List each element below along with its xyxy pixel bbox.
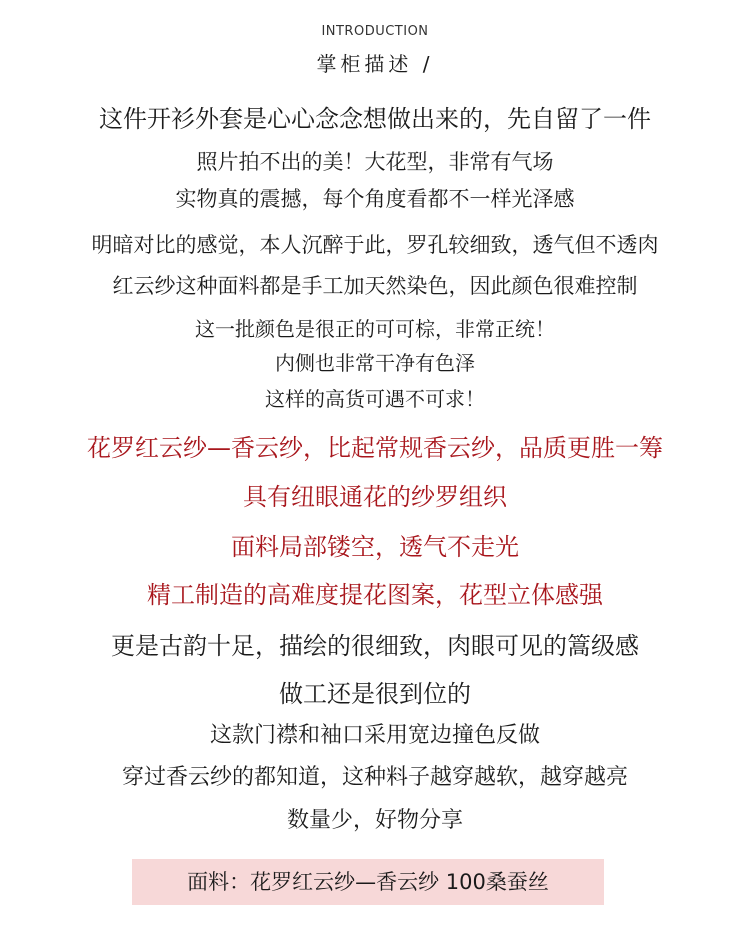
detail-line-3: 这款门襟和袖口采用宽边撞色反做 (209, 723, 540, 748)
detail-line-4: 穿过香云纱的都知道，这种料子越穿越软，越穿越亮 (121, 765, 628, 790)
detail-line-2: 做工还是很到位的 (279, 680, 471, 708)
intro-heading: INTRODUCTION (321, 24, 429, 39)
description-line-6: 这一批颜色是很正的可可棕，非常正统！ (195, 317, 555, 341)
highlight-line-3: 面料局部镂空，透气不走光 (231, 533, 519, 561)
fabric-label: 面料：花罗红云纱—香云纱 100桑蚕丝 (187, 870, 549, 894)
description-line-3: 实物真的震撼，每个角度看都不一样光泽感 (175, 187, 575, 211)
description-line-7: 内侧也非常干净有色泽 (275, 351, 475, 375)
description-line-4: 明暗对比的感觉，本人沉醉于此，罗孔较细致，透气但不透肉 (91, 233, 659, 257)
description-line-5: 红云纱这种面料都是手工加天然染色，因此颜色很难控制 (112, 274, 638, 298)
description-line-2: 照片拍不出的美！大花型，非常有气场 (196, 150, 554, 174)
highlight-line-1: 花罗红云纱—香云纱，比起常规香云纱，品质更胜一筹 (87, 434, 663, 462)
highlight-line-2: 具有纽眼通花的纱罗组织 (243, 483, 507, 511)
highlight-line-4: 精工制造的高难度提花图案，花型立体感强 (147, 581, 603, 609)
description-line-8: 这样的高货可遇不可求！ (265, 387, 485, 411)
detail-line-5: 数量少，好物分享 (286, 808, 463, 833)
description-line-1: 这件开衫外套是心心念念想做出来的，先自留了一件 (99, 105, 651, 133)
detail-line-1: 更是古韵十足，描绘的很细致，肉眼可见的篙级感 (111, 632, 639, 660)
page-subtitle: 掌柜描述 / (316, 52, 434, 76)
